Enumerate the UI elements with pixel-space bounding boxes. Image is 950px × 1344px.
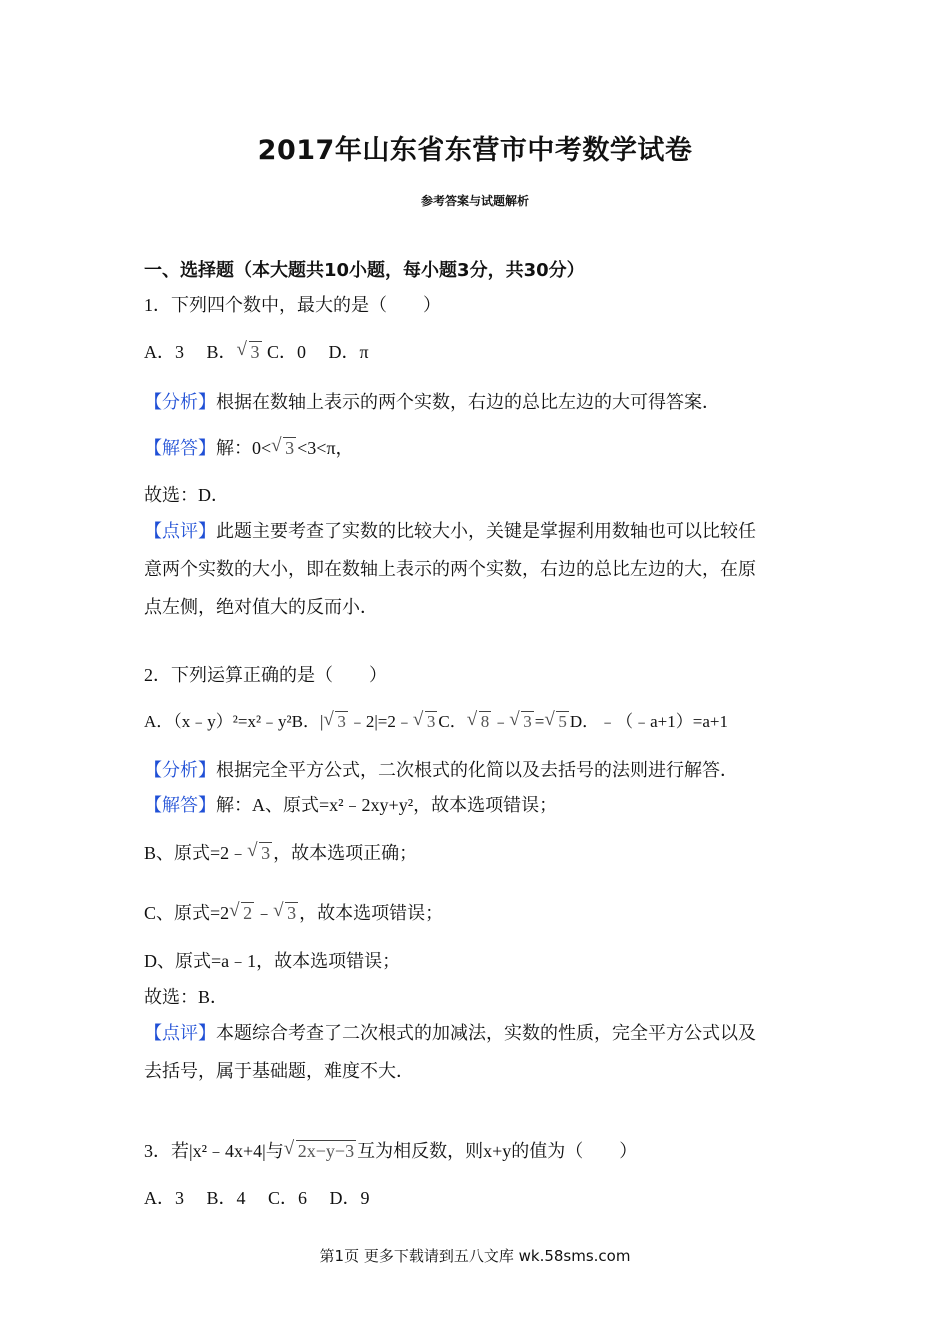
section-heading: 一、选择题（本大题共10小题，每小题3分，共30分） [144,260,585,281]
sqrt-symbol: √ 2 [230,902,254,924]
q1-option-a: A．3 B． [144,342,237,362]
sqrt-symbol: √ 5 [545,711,569,732]
analysis-tag: 【分析】 [144,760,216,780]
q1-stem: 1．下列四个数中，最大的是（ ） [144,295,441,315]
q1-analysis: 【分析】根据在数轴上表示的两个实数，右边的总比左边的大可得答案． [144,392,720,412]
q2-solution-b: B、原式=2﹣√ 3 ，故本选项正确； [144,839,417,865]
q2-stem: 2．下列运算正确的是（ ） [144,665,387,685]
q1-options [144,338,369,364]
sqrt-symbol: √ 3 [414,711,438,732]
sqrt-symbol: √ 2x−y−3 [285,1140,356,1162]
sqrt-symbol: √ 3 [272,437,296,459]
sqrt-symbol: √ 3 [510,711,534,732]
comment-tag: 【点评】 [144,521,216,541]
q2-solution-c: C、原式=2√ 2 ﹣√ 3 ，故本选项错误； [144,899,443,925]
solution-tag: 【解答】 [144,438,216,458]
sqrt-symbol: √ 3 [274,902,298,924]
sqrt-symbol: √ 3 [248,842,272,864]
q2-solution-d: D、原式=a﹣1，故本选项错误； [144,951,401,971]
q2-comment-line-1: 【点评】本题综合考查了二次根式的加减法，实数的性质，完全平方公式以及 [144,1023,756,1043]
q2-comment-line-2: 去括号，属于基础题，难度不大． [144,1061,414,1081]
comment-tag: 【点评】 [144,1023,216,1043]
analysis-tag: 【分析】 [144,392,216,412]
q3-options: A．3 B．4 C．6 D．9 [144,1188,370,1208]
document-title: 2017年山东省东营市中考数学试卷 [257,135,693,166]
sqrt-symbol: √ 3 [238,341,262,363]
q2-options: A．（x﹣y）²=x²﹣y²B．|√ 3 ﹣2|=2﹣√ 3 C．√ 8 ﹣√ 3 =√ 5 D．﹣（﹣a+1）=a+1 [144,707,728,732]
sqrt-symbol: √ 8 [468,711,492,732]
q1-comment-line-1: 【点评】此题主要考查了实数的比较大小，关键是掌握利用数轴也可以比较任 [144,521,756,541]
q1-choice: 故选：D． [144,485,229,505]
q2-choice: 故选：B． [144,987,229,1007]
q2-solution-a: 【解答】解：A、原式=x²﹣2xy+y²，故本选项错误； [144,795,558,815]
q1-comment-line-3: 点左侧，绝对值大的反而小． [144,597,378,617]
page-footer: 第1页 更多下载请到五八文库 wk.58sms.com [319,1247,631,1265]
document-subtitle: 参考答案与试题解析 [420,194,529,208]
solution-tag: 【解答】 [144,795,216,815]
q1-comment-line-2: 意两个实数的大小，即在数轴上表示的两个实数，右边的总比左边的大，在原 [144,559,756,579]
q1-solution: 【解答】解：0<√ 3 <3<π， [144,434,354,460]
sqrt-symbol: √ 3 [324,711,348,732]
q1-option-cd: C．0 D．π [262,342,369,362]
q3-stem: 3．若|x²﹣4x+4|与√ 2x−y−3 互为相反数，则x+y的值为（ ） [144,1137,637,1163]
q2-analysis: 【分析】根据完全平方公式，二次根式的化简以及去括号的法则进行解答． [144,760,738,780]
